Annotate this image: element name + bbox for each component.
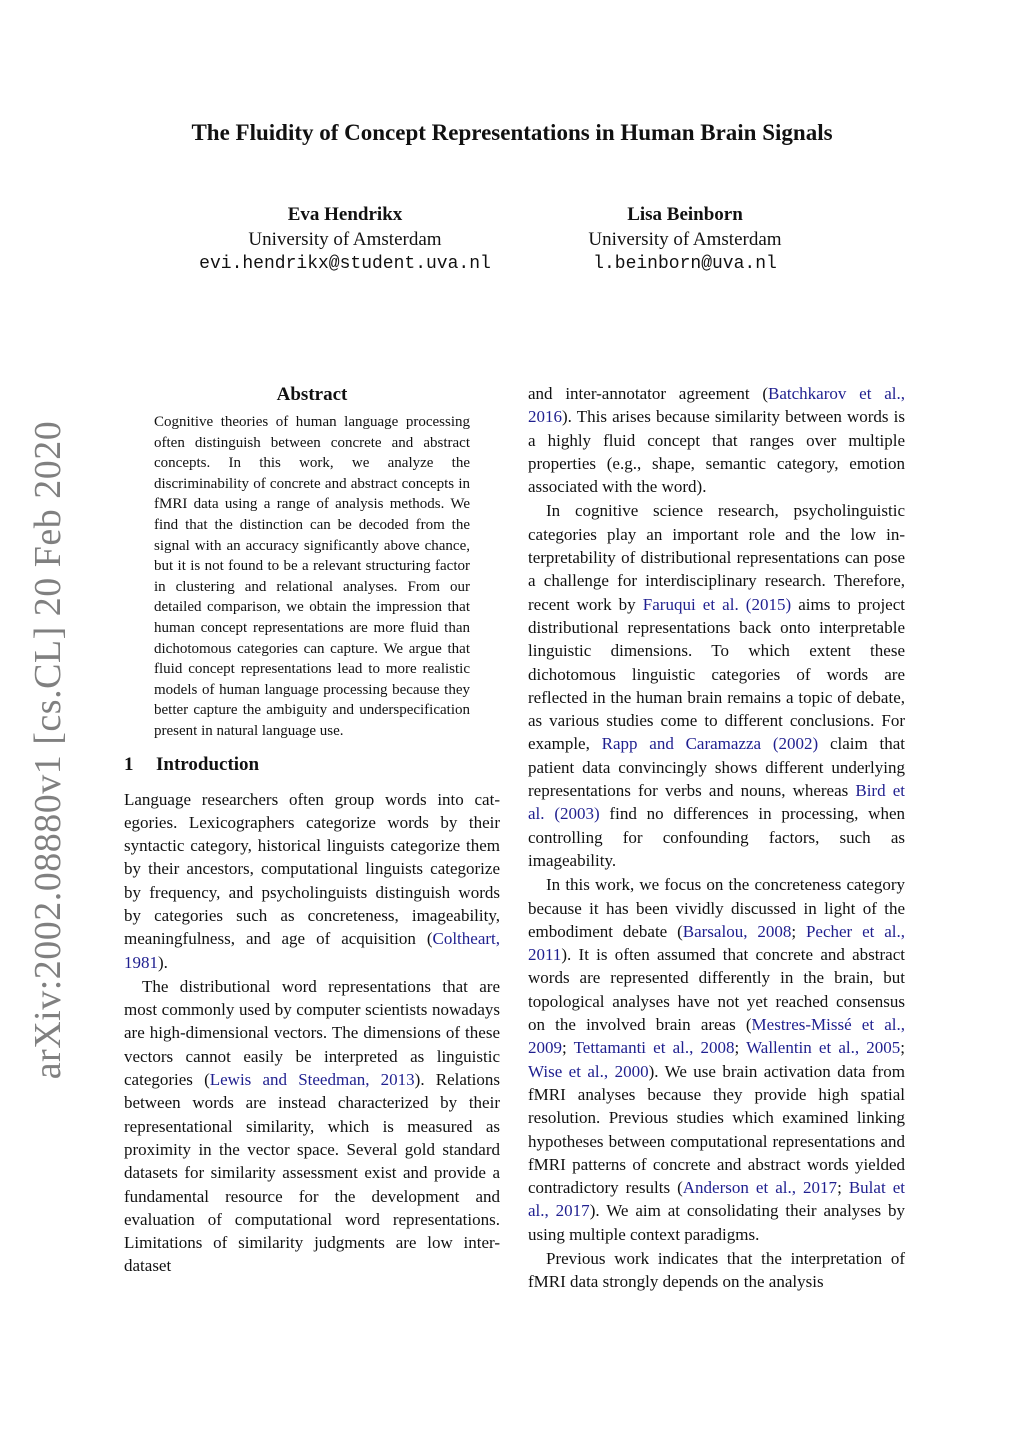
- paragraph-text: ). This arises because similarity between words is a highly fluid concept that ranges over multiple properties (e.g., shape, semantic category, emotion associated with the word).: [528, 407, 905, 497]
- paragraph-text: Language researchers often group words into categories. Lexicographers categorize words by their syntactic category, historical linguists categorize them by their ancestors, computational linguists categorize by frequency, and psycholinguists distinguish words by categories such as concreteness, imageability, meaningfulness, and age of acquisition (: [124, 789, 500, 949]
- citation-link[interactable]: Barsalou, 2008: [682, 921, 792, 941]
- paragraph-text: find no differences in processing, when controlling for confounding factors, such as imageability.: [528, 804, 905, 870]
- author-email[interactable]: evi.hendrikx@student.uva.nl: [199, 254, 491, 274]
- intro-paragraph-5: [528, 873, 905, 1246]
- paragraph-text: ). Relations between words are instead characterized by their representational similarity, which is measured as proximity in the vector space. Several gold standard datasets for similarity assessment exist and provide a fundamental resource for the development and evaluation of computational word representations. Limitations of similarity judgments are low inter-dataset: [124, 1070, 500, 1276]
- citation-link[interactable]: Bulat et al., 2017: [528, 1178, 905, 1221]
- section-title: Introduction: [156, 753, 260, 775]
- paragraph-text: ). We aim at consolidating their analyses by using multiple context paradigms.: [528, 1201, 905, 1244]
- paragraph-text: aims to project distributional representations back onto interpretable linguistic dimensions. To which extent these dichotomous linguistic categories of words are reflected in the human brain remains a topic of debate, as various studies come to different conclusions. For example,: [528, 594, 905, 754]
- citation-link[interactable]: Mestres-Missé et al., 2009: [528, 1015, 905, 1058]
- author-affiliation: University of Amsterdam: [248, 229, 442, 250]
- paragraph-text: In cognitive science research, psycholinguistic categories play an important role and the low interpretability of distributional representations can pose a challenge for interdisciplinary research. Therefore, recent work by: [528, 501, 905, 614]
- citation-link[interactable]: Pecher et al., 2011: [528, 921, 905, 965]
- intro-paragraph-3: [528, 382, 905, 498]
- intro-paragraph-4: [528, 499, 905, 872]
- author-email[interactable]: l.beinborn@uva.nl: [593, 254, 777, 274]
- author-affiliation: University of Amsterdam: [588, 229, 782, 250]
- section-heading-introduction: [124, 752, 500, 778]
- citation-link[interactable]: Bird et al. (2003): [528, 781, 905, 824]
- author-block: [495, 202, 875, 277]
- author-name: Eva Hendrikx: [287, 204, 403, 225]
- paragraph-text: ;: [734, 1038, 747, 1058]
- citation-link[interactable]: Wallentin et al., 2005: [746, 1038, 901, 1058]
- paragraph-text: and inter-annotator agreement (: [528, 384, 769, 403]
- intro-paragraph-1: [124, 788, 500, 974]
- section-number: 1: [124, 753, 134, 775]
- citation-link[interactable]: Rapp and Caramazza (2002): [601, 734, 819, 754]
- citation-link[interactable]: Anderson et al., 2017: [682, 1178, 838, 1198]
- citation-link[interactable]: Lewis and Steedman, 2013: [209, 1070, 415, 1090]
- paragraph-text: ).: [158, 952, 168, 972]
- paragraph-text: ;: [837, 1178, 849, 1198]
- paragraph-text: ). We use brain activation data from fMRI analyses because they provide high spatial resolution. Previous studies which examined linking hypotheses between computational representations and fMRI patterns of concrete and abstract words yielded contradictory results (: [528, 1061, 906, 1198]
- intro-paragraph-6: [528, 1247, 905, 1294]
- citation-link[interactable]: Batchkarov et al., 2016: [528, 384, 905, 427]
- left-column: [124, 382, 500, 1278]
- paragraph-text: Previous work indicates that the interpretation of fMRI data strongly depends on the analysis: [528, 1248, 905, 1292]
- abstract-text: Cognitive theories of human language processing often distinguish between concrete and abstract concepts. In this work, we analyze the discriminability of concrete and abstract concepts in fMRI data using a range of analysis methods. We find that the distinction can be decoded from the signal with an accuracy significantly above chance, but it is not found to be a relevant structuring factor in clustering and relational analyses. From our detailed comparison, we obtain the impression that human concept representations are more fluid than dichotomous categories can capture. We argue that fluid concept representations lead to more realistic models of human language processing because they better capture the ambiguity and underspecification present in natural language use.: [154, 414, 470, 739]
- citation-link[interactable]: Wise et al., 2000: [528, 1061, 649, 1081]
- paragraph-text: In this work, we focus on the concreteness category because it has been vividly discussed in light of the embodiment debate (: [528, 875, 905, 941]
- paragraph-text: ;: [900, 1038, 905, 1058]
- paragraph-text: ). It is often assumed that concrete and abstract words are represented differently in the brain, but topological analyses have not yet reached consensus on the involved brain areas (: [528, 945, 905, 1035]
- author-name: Lisa Beinborn: [627, 204, 743, 225]
- paper-title: The Fluidity of Concept Representations in Human Brain Signals: [191, 120, 833, 145]
- right-column: [528, 382, 905, 1294]
- citation-link[interactable]: Tettamanti et al., 2008: [573, 1038, 735, 1058]
- author-block: [155, 202, 535, 277]
- paragraph-text: claim that patient data convincingly shows different underlying representations for verbs and nouns, whereas: [528, 734, 905, 801]
- citation-link[interactable]: Coltheart, 1981: [124, 929, 500, 972]
- intro-paragraph-2: [124, 975, 500, 1278]
- arxiv-identifier-stamp: arXiv:2002.08880v1 [cs.CL] 20 Feb 2020: [27, 420, 69, 1080]
- paragraph-text: ;: [791, 921, 806, 941]
- paragraph-text: The distributional word representations that are most commonly used by computer scientists nowadays are high-dimensional vectors. The dimensions of these vectors cannot easily be interpreted as linguistic categories (: [124, 976, 500, 1090]
- citation-link[interactable]: Faruqui et al. (2015): [642, 594, 792, 614]
- abstract-heading: Abstract: [276, 384, 348, 405]
- paragraph-text: ;: [562, 1038, 574, 1058]
